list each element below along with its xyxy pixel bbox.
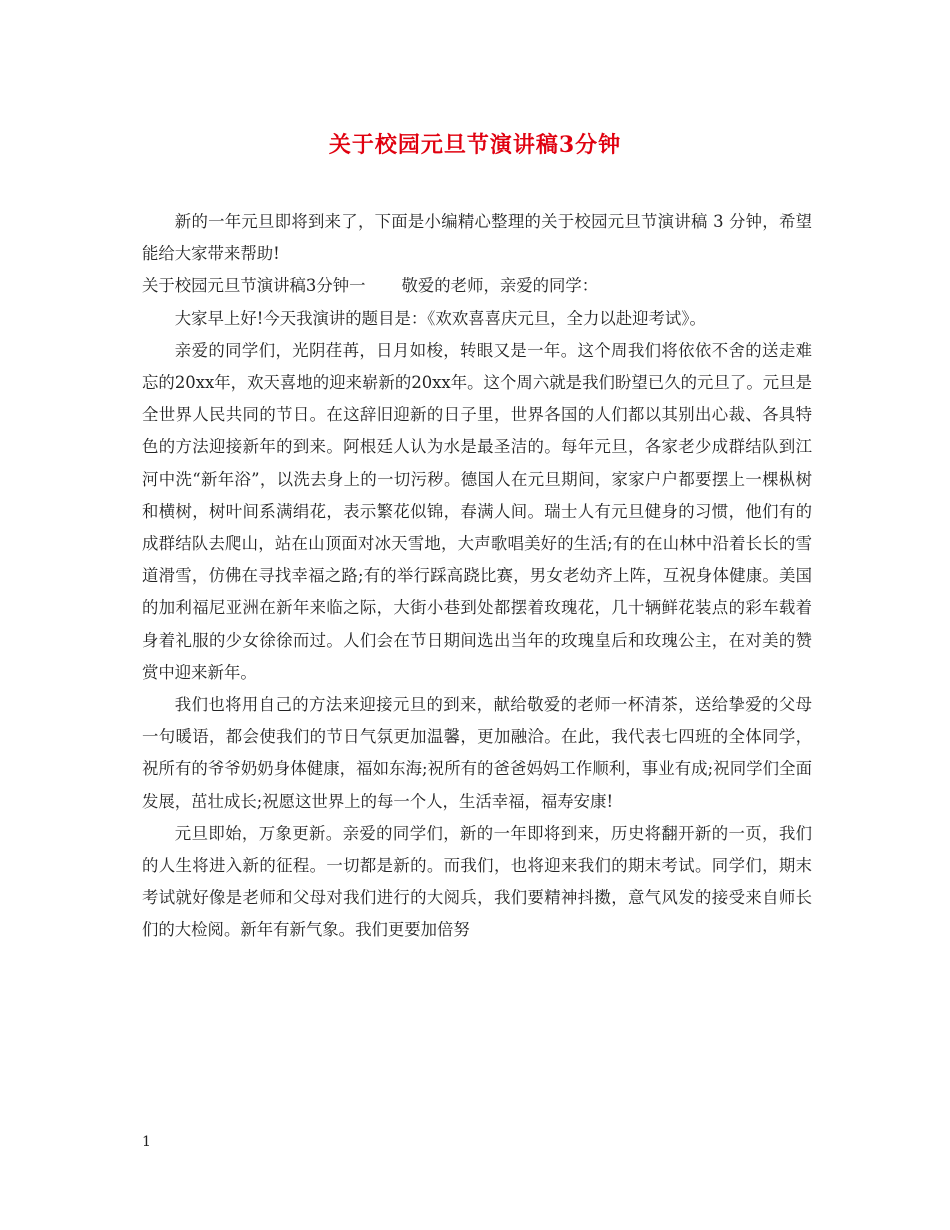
- document-body: [142, 206, 812, 947]
- greeting: 敬爱的老师，亲爱的同学：: [401, 276, 599, 296]
- body-paragraph: 我们也将用自己的方法来迎接元旦的到来，献给敬爱的老师一杯清茶，送给挚爱的父母一句暖语，都会使我们的节日气氛更加温馨，更加融洽。在此，我代表七四班的全体同学，祝所有的爷爷奶奶身体健康，福如东海;祝所有的爸爸妈妈工作顺利，事业有成;祝同学们全面发展，茁壮成长;祝愿这世界上的每一个人，生活幸福，福寿安康!: [142, 695, 812, 811]
- section-heading: 关于校园元旦节演讲稿3分钟一: [142, 276, 366, 296]
- body-paragraph: 亲爱的同学们，光阴荏苒，日月如梭，转眼又是一年。这个周我们将依依不舍的送走难忘的20xx年，欢天喜地的迎来崭新的20xx年。这个周六就是我们盼望已久的元旦了。元旦是全世界人民共同的节日。在这辞旧迎新的日子里，世界各国的人们都以其别出心裁、各具特色的方法迎接新年的到来。阿根廷人认为水是最圣洁的。每年元旦，各家老少成群结队到江河中洗“新年浴”，以洗去身上的一切污秽。德国人在元旦期间，家家户户都要摆上一棵枞树和横树，树叶间系满绢花，表示繁花似锦，春满人间。瑞士人有元旦健身的习惯，他们有的成群结队去爬山，站在山顶面对冰天雪地，大声歌唱美好的生活;有的在山林中沿着长长的雪道滑雪，仿佛在寻找幸福之路;有的举行踩高跷比赛，男女老幼齐上阵，互祝身体健康。美国的加利福尼亚洲在新年来临之际，大街小巷到处都摆着玫瑰花，几十辆鲜花装点的彩车载着身着礼服的少女徐徐而过。人们会在节日期间选出当年的玫瑰皇后和玫瑰公主，在对美的赞赏中迎来新年。: [142, 340, 812, 682]
- body-paragraph: 大家早上好!今天我演讲的题目是：《欢欢喜喜庆元旦，全力以赴迎考试》。: [174, 308, 706, 328]
- section-heading-line: [142, 270, 812, 302]
- document-title: 关于校园元旦节演讲稿3分钟: [328, 132, 622, 158]
- body-paragraph: 元旦即始，万象更新。亲爱的同学们，新的一年即将到来，历史将翻开新的一页，我们的人生将进入新的征程。一切都是新的。而我们，也将迎来我们的期末考试。同学们，期末考试就好像是老师和父母对我们进行的大阅兵，我们要精神抖擞，意气风发的接受来自师长们的大检阅。新年有新气象。我们更要加倍努: [142, 823, 812, 940]
- page-number: 1: [142, 1134, 151, 1150]
- intro-paragraph: 新的一年元旦即将到来了，下面是小编精心整理的关于校园元旦节演讲稿 3 分钟，希望能给大家带来帮助!: [142, 212, 812, 264]
